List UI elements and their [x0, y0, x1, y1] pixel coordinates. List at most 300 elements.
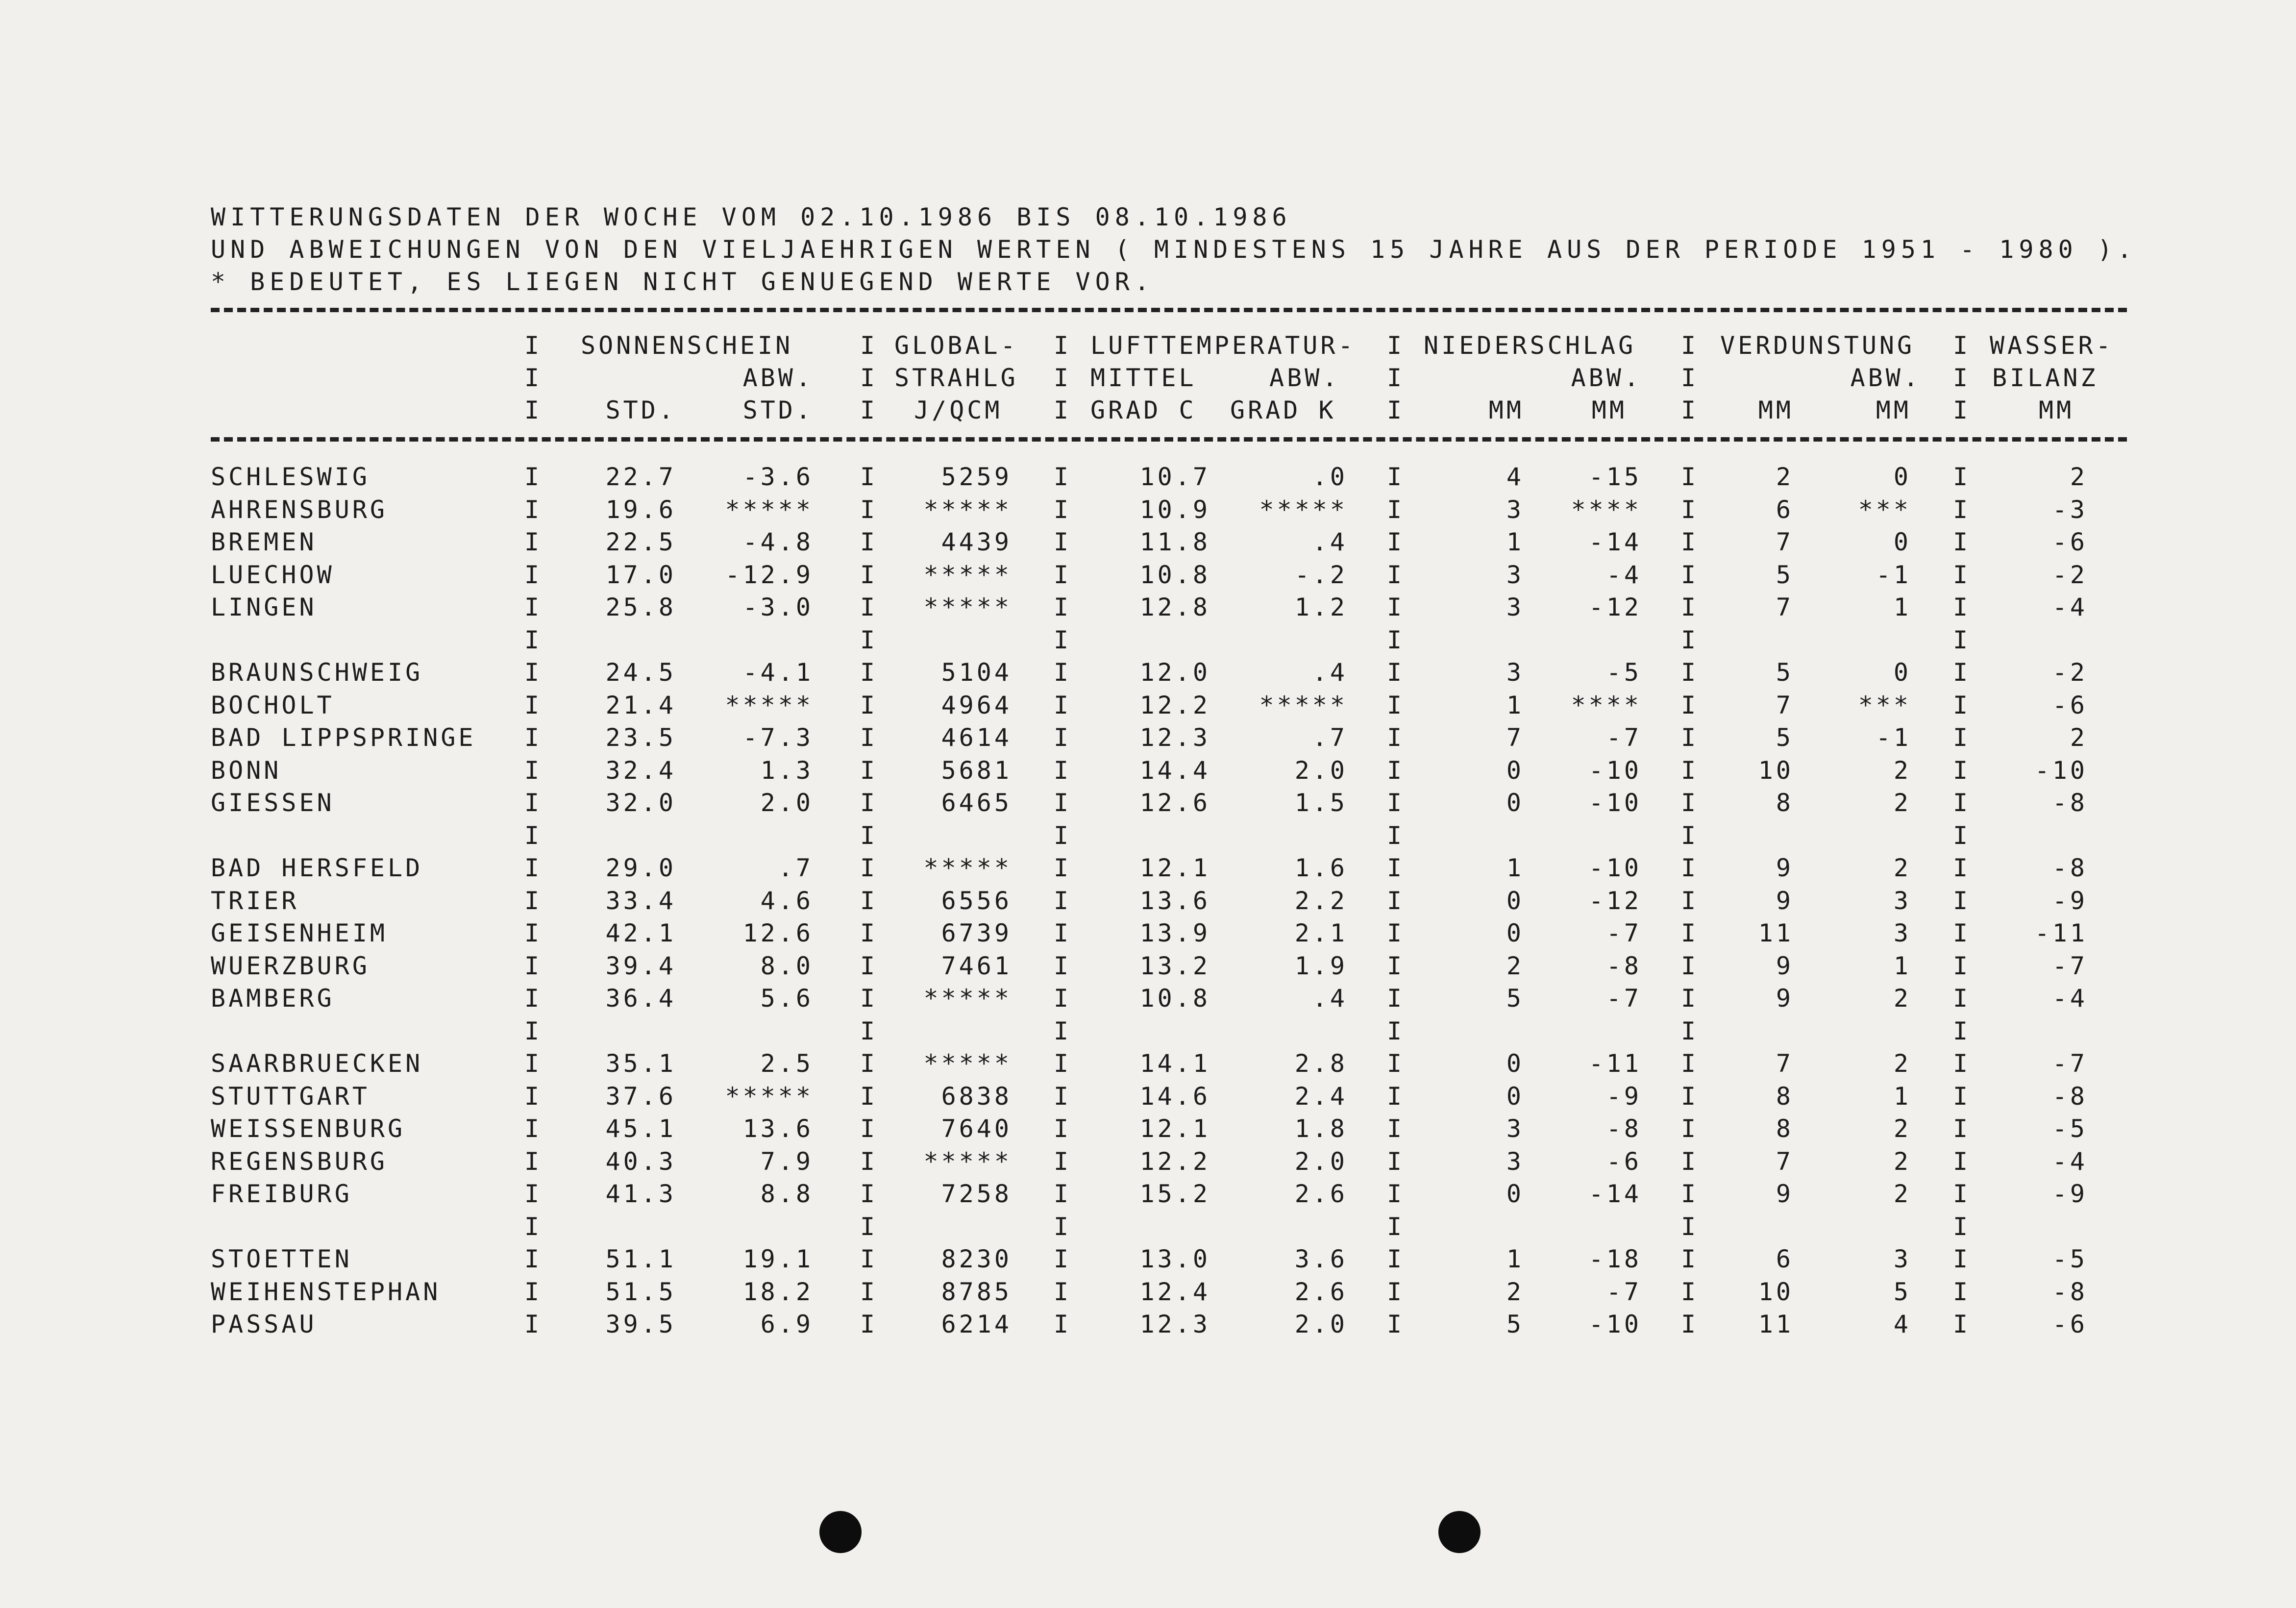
cell-verd: 8	[1776, 1114, 1794, 1143]
cell-nied-abw: -11	[1588, 1049, 1642, 1078]
cell-sun-abw: -4.1	[742, 658, 814, 687]
cell-global: 6214	[941, 1310, 1012, 1338]
cell-temp: 10.7	[1139, 463, 1210, 491]
cell-verd-abw: 2	[1893, 1147, 1911, 1176]
cell-temp: 13.9	[1139, 919, 1210, 947]
station-name: FREIBURG	[211, 1180, 352, 1208]
cell-sun-abw: 5.6	[760, 984, 814, 1013]
column-separator: I	[524, 626, 540, 654]
station-name: LINGEN	[211, 593, 317, 621]
cell-verd: 7	[1776, 1049, 1794, 1078]
cell-nied-abw: -8	[1606, 1114, 1642, 1143]
column-separator: I	[1054, 1310, 1069, 1338]
cell-sun-std: 24.5	[605, 658, 676, 687]
cell-temp: 10.8	[1139, 984, 1210, 1013]
column-separator: I	[860, 723, 875, 752]
cell-verd: 11	[1758, 919, 1794, 947]
cell-global: 4964	[941, 691, 1012, 719]
cell-nied: 4	[1506, 463, 1524, 491]
column-separator: I	[860, 528, 875, 556]
column-separator: I	[1681, 331, 1696, 360]
cell-bilanz: -8	[2052, 854, 2088, 882]
cell-temp: 13.0	[1139, 1245, 1210, 1273]
column-separator: I	[1054, 463, 1069, 491]
column-separator: I	[1681, 887, 1696, 915]
column-separator: I	[524, 952, 540, 980]
cell-sun-abw: 1.3	[760, 756, 814, 785]
cell-sun-std: 51.5	[605, 1278, 676, 1306]
column-separator: I	[1387, 691, 1402, 719]
cell-nied: 0	[1506, 919, 1524, 947]
cell-sun-std: 17.0	[605, 561, 676, 589]
cell-global: 6556	[941, 887, 1012, 915]
column-separator: I	[1054, 1049, 1069, 1078]
cell-verd-abw: ***	[1858, 495, 1911, 524]
cell-verd: 6	[1776, 495, 1794, 524]
cell-verd-abw: 3	[1893, 887, 1911, 915]
cell-global: 5104	[941, 658, 1012, 687]
column-separator: I	[524, 463, 540, 491]
cell-verd: 9	[1776, 854, 1794, 882]
column-separator: I	[1681, 984, 1696, 1013]
header-rule-top	[211, 308, 2127, 312]
cell-nied: 2	[1506, 1278, 1524, 1306]
column-separator: I	[1387, 364, 1402, 392]
cell-global: 4614	[941, 723, 1012, 752]
cell-nied: 5	[1506, 1310, 1524, 1338]
cell-bilanz: -8	[2052, 1082, 2088, 1111]
column-separator: I	[1681, 1278, 1696, 1306]
column-separator: I	[1054, 756, 1069, 785]
cell-bilanz: -6	[2052, 1310, 2088, 1338]
column-separator: I	[1387, 528, 1402, 556]
column-separator: I	[1387, 561, 1402, 589]
column-separator: I	[1054, 1278, 1069, 1306]
cell-temp: 12.6	[1139, 789, 1210, 817]
cell-temp: 12.2	[1139, 691, 1210, 719]
column-separator: I	[1054, 626, 1069, 654]
cell-verd: 7	[1776, 691, 1794, 719]
cell-verd: 5	[1776, 723, 1794, 752]
cell-nied-abw: -10	[1588, 789, 1642, 817]
column-separator: I	[524, 1114, 540, 1143]
header-verdunst-abw: ABW.	[1850, 364, 1921, 392]
column-separator: I	[524, 1049, 540, 1078]
cell-verd: 9	[1776, 1180, 1794, 1208]
column-separator: I	[524, 854, 540, 882]
column-separator: I	[1387, 1082, 1402, 1111]
cell-temp: 13.6	[1139, 887, 1210, 915]
header-nieder-mm: MM	[1488, 396, 1524, 424]
station-name: BOCHOLT	[211, 691, 335, 719]
column-separator: I	[860, 821, 875, 850]
cell-nied: 0	[1506, 1180, 1524, 1208]
cell-temp-abw: 1.9	[1294, 952, 1348, 980]
cell-nied: 1	[1506, 691, 1524, 719]
column-separator: I	[524, 723, 540, 752]
column-separator: I	[524, 495, 540, 524]
cell-temp-abw: 1.6	[1294, 854, 1348, 882]
cell-nied-abw: -10	[1588, 854, 1642, 882]
cell-sun-std: 23.5	[605, 723, 676, 752]
column-separator: I	[1953, 396, 1968, 424]
cell-sun-abw: -3.6	[742, 463, 814, 491]
cell-nied: 1	[1506, 528, 1524, 556]
column-separator: I	[860, 1278, 875, 1306]
cell-sun-abw: -3.0	[742, 593, 814, 621]
column-separator: I	[1681, 626, 1696, 654]
cell-temp-abw: 1.5	[1294, 789, 1348, 817]
header-sonnenschein-std: STD.	[605, 396, 676, 424]
column-separator: I	[1681, 593, 1696, 621]
column-separator: I	[860, 952, 875, 980]
column-separator: I	[1953, 691, 1968, 719]
station-name: BONN	[211, 756, 282, 785]
column-separator: I	[1681, 1017, 1696, 1045]
column-separator: I	[860, 1017, 875, 1045]
punch-hole-right	[1438, 1511, 1481, 1553]
header-verdunstung: VERDUNSTUNG	[1720, 331, 1915, 360]
cell-sun-abw: 13.6	[742, 1114, 814, 1143]
cell-bilanz: -11	[2034, 919, 2088, 947]
cell-bilanz: -8	[2052, 1278, 2088, 1306]
cell-temp: 14.4	[1139, 756, 1210, 785]
column-separator: I	[1681, 1245, 1696, 1273]
column-separator: I	[1681, 396, 1696, 424]
cell-bilanz: -4	[2052, 984, 2088, 1013]
station-name: LUECHOW	[211, 561, 335, 589]
column-separator: I	[1953, 463, 1968, 491]
column-separator: I	[1387, 1310, 1402, 1338]
column-separator: I	[1387, 789, 1402, 817]
cell-nied-abw: -8	[1606, 952, 1642, 980]
column-separator: I	[1681, 723, 1696, 752]
column-separator: I	[1681, 756, 1696, 785]
column-separator: I	[860, 1147, 875, 1176]
cell-sun-abw: *****	[725, 1082, 814, 1111]
column-separator: I	[860, 756, 875, 785]
column-separator: I	[1387, 887, 1402, 915]
column-separator: I	[1953, 331, 1968, 360]
cell-sun-abw: 19.1	[742, 1245, 814, 1273]
column-separator: I	[1681, 952, 1696, 980]
column-separator: I	[1387, 821, 1402, 850]
header-global-1: GLOBAL-	[894, 331, 1018, 360]
cell-nied-abw: -7	[1606, 919, 1642, 947]
cell-verd-abw: 2	[1893, 984, 1911, 1013]
cell-global: *****	[923, 561, 1012, 589]
cell-sun-std: 19.6	[605, 495, 676, 524]
cell-temp-abw: *****	[1259, 691, 1348, 719]
column-separator: I	[1681, 1180, 1696, 1208]
column-separator: I	[860, 396, 875, 424]
cell-verd: 10	[1758, 1278, 1794, 1306]
column-separator: I	[1681, 495, 1696, 524]
column-separator: I	[1054, 1082, 1069, 1111]
column-separator: I	[1387, 593, 1402, 621]
cell-bilanz: -3	[2052, 495, 2088, 524]
cell-verd-abw: 1	[1893, 1082, 1911, 1111]
cell-sun-abw: 8.0	[760, 952, 814, 980]
column-separator: I	[1681, 1147, 1696, 1176]
cell-sun-abw: 8.8	[760, 1180, 814, 1208]
column-separator: I	[860, 789, 875, 817]
header-luft-abw: ABW.	[1269, 364, 1340, 392]
cell-sun-std: 40.3	[605, 1147, 676, 1176]
header-wasser-3: MM	[2039, 396, 2074, 424]
column-separator: I	[860, 1049, 875, 1078]
cell-temp-abw: 2.4	[1294, 1082, 1348, 1111]
cell-bilanz: -4	[2052, 593, 2088, 621]
column-separator: I	[1953, 1082, 1968, 1111]
column-separator: I	[524, 1212, 540, 1241]
cell-temp: 14.6	[1139, 1082, 1210, 1111]
column-separator: I	[1054, 495, 1069, 524]
column-separator: I	[1054, 396, 1069, 424]
column-separator: I	[524, 593, 540, 621]
column-separator: I	[1681, 364, 1696, 392]
column-separator: I	[524, 396, 540, 424]
cell-verd-abw: 2	[1893, 789, 1911, 817]
cell-global: 6465	[941, 789, 1012, 817]
column-separator: I	[1953, 1278, 1968, 1306]
column-separator: I	[860, 1212, 875, 1241]
cell-nied-abw: -12	[1588, 887, 1642, 915]
cell-global: 5259	[941, 463, 1012, 491]
column-separator: I	[860, 854, 875, 882]
cell-bilanz: 2	[2070, 463, 2088, 491]
cell-temp-abw: .4	[1312, 984, 1348, 1013]
column-separator: I	[1054, 1245, 1069, 1273]
column-separator: I	[860, 1082, 875, 1111]
column-separator: I	[524, 331, 540, 360]
column-separator: I	[524, 561, 540, 589]
column-separator: I	[1387, 1212, 1402, 1241]
cell-verd: 10	[1758, 756, 1794, 785]
column-separator: I	[1387, 1114, 1402, 1143]
cell-nied-abw: -10	[1588, 1310, 1642, 1338]
column-separator: I	[1054, 691, 1069, 719]
column-separator: I	[1387, 626, 1402, 654]
cell-bilanz: -5	[2052, 1114, 2088, 1143]
cell-bilanz: -5	[2052, 1245, 2088, 1273]
station-name: PASSAU	[211, 1310, 317, 1338]
cell-bilanz: -6	[2052, 528, 2088, 556]
cell-sun-std: 22.7	[605, 463, 676, 491]
column-separator: I	[524, 821, 540, 850]
column-separator: I	[524, 1180, 540, 1208]
cell-sun-std: 51.1	[605, 1245, 676, 1273]
cell-sun-abw: 2.0	[760, 789, 814, 817]
cell-bilanz: -8	[2052, 789, 2088, 817]
cell-nied: 0	[1506, 1082, 1524, 1111]
header-luft-mittel-unit: GRAD C	[1090, 396, 1197, 424]
cell-temp-abw: *****	[1259, 495, 1348, 524]
cell-bilanz: -2	[2052, 658, 2088, 687]
cell-sun-abw: 6.9	[760, 1310, 814, 1338]
column-separator: I	[1387, 331, 1402, 360]
cell-verd-abw: 2	[1893, 854, 1911, 882]
column-separator: I	[1953, 984, 1968, 1013]
column-separator: I	[860, 495, 875, 524]
column-separator: I	[1681, 561, 1696, 589]
cell-verd-abw: 2	[1893, 1180, 1911, 1208]
cell-nied-abw: -4	[1606, 561, 1642, 589]
column-separator: I	[1953, 1147, 1968, 1176]
cell-verd-abw: ***	[1858, 691, 1911, 719]
column-separator: I	[524, 887, 540, 915]
header-global-3: J/QCM	[914, 396, 1003, 424]
cell-temp-abw: 3.6	[1294, 1245, 1348, 1273]
header-lufttemperatur: LUFTTEMPERATUR-	[1090, 331, 1356, 360]
cell-sun-abw: *****	[725, 495, 814, 524]
cell-verd-abw: 3	[1893, 1245, 1911, 1273]
cell-temp: 12.4	[1139, 1278, 1210, 1306]
column-separator: I	[1681, 1049, 1696, 1078]
column-separator: I	[1387, 919, 1402, 947]
column-separator: I	[1953, 789, 1968, 817]
cell-sun-std: 32.0	[605, 789, 676, 817]
column-separator: I	[1054, 364, 1069, 392]
column-separator: I	[1953, 364, 1968, 392]
column-separator: I	[1953, 593, 1968, 621]
column-separator: I	[1953, 887, 1968, 915]
cell-global: 8230	[941, 1245, 1012, 1273]
column-separator: I	[524, 1278, 540, 1306]
cell-nied: 0	[1506, 1049, 1524, 1078]
column-separator: I	[1953, 919, 1968, 947]
cell-nied-abw: -14	[1588, 1180, 1642, 1208]
column-separator: I	[1387, 658, 1402, 687]
cell-sun-abw: -4.8	[742, 528, 814, 556]
column-separator: I	[524, 984, 540, 1013]
title-line-3: * BEDEUTET, ES LIEGEN NICHT GENUEGEND WERTE VOR.	[211, 268, 1154, 296]
column-separator: I	[524, 528, 540, 556]
cell-sun-std: 22.5	[605, 528, 676, 556]
station-name: BAD HERSFELD	[211, 854, 423, 882]
column-separator: I	[860, 658, 875, 687]
punch-hole-left	[819, 1511, 862, 1553]
column-separator: I	[1387, 723, 1402, 752]
column-separator: I	[1681, 789, 1696, 817]
station-name: WEISSENBURG	[211, 1114, 406, 1143]
station-name: STOETTEN	[211, 1245, 352, 1273]
cell-verd: 7	[1776, 1147, 1794, 1176]
column-separator: I	[1953, 561, 1968, 589]
cell-nied: 3	[1506, 561, 1524, 589]
column-separator: I	[1953, 1310, 1968, 1338]
station-name: STUTTGART	[211, 1082, 370, 1111]
column-separator: I	[860, 887, 875, 915]
cell-temp-abw: 2.1	[1294, 919, 1348, 947]
column-separator: I	[1054, 1212, 1069, 1241]
cell-temp-abw: .7	[1312, 723, 1348, 752]
cell-temp-abw: 1.8	[1294, 1114, 1348, 1143]
cell-global: *****	[923, 593, 1012, 621]
cell-temp-abw: 2.6	[1294, 1278, 1348, 1306]
station-name: SCHLESWIG	[211, 463, 370, 491]
column-separator: I	[1387, 463, 1402, 491]
column-separator: I	[860, 691, 875, 719]
column-separator: I	[524, 1082, 540, 1111]
cell-global: *****	[923, 854, 1012, 882]
column-separator: I	[1953, 1114, 1968, 1143]
column-separator: I	[1681, 1212, 1696, 1241]
cell-sun-abw: 18.2	[742, 1278, 814, 1306]
cell-temp: 12.1	[1139, 854, 1210, 882]
cell-sun-std: 39.5	[605, 1310, 676, 1338]
station-name: GEISENHEIM	[211, 919, 388, 947]
cell-temp: 14.1	[1139, 1049, 1210, 1078]
cell-sun-abw: 4.6	[760, 887, 814, 915]
cell-temp: 12.0	[1139, 658, 1210, 687]
cell-nied-abw: -15	[1588, 463, 1642, 491]
column-separator: I	[1054, 1017, 1069, 1045]
column-separator: I	[1953, 626, 1968, 654]
column-separator: I	[860, 1180, 875, 1208]
column-separator: I	[860, 331, 875, 360]
station-name: GIESSEN	[211, 789, 335, 817]
cell-sun-std: 39.4	[605, 952, 676, 980]
column-separator: I	[860, 1310, 875, 1338]
cell-temp: 12.3	[1139, 1310, 1210, 1338]
cell-verd-abw: 2	[1893, 756, 1911, 785]
column-separator: I	[1953, 1212, 1968, 1241]
cell-verd-abw: 0	[1893, 463, 1911, 491]
cell-temp-abw: .4	[1312, 658, 1348, 687]
cell-verd-abw: -1	[1876, 723, 1911, 752]
cell-sun-std: 42.1	[605, 919, 676, 947]
cell-global: 5681	[941, 756, 1012, 785]
column-separator: I	[1054, 658, 1069, 687]
cell-temp: 12.1	[1139, 1114, 1210, 1143]
column-separator: I	[1054, 821, 1069, 850]
cell-nied-abw: -6	[1606, 1147, 1642, 1176]
header-wasser-2: BILANZ	[1992, 364, 2098, 392]
cell-bilanz: -6	[2052, 691, 2088, 719]
cell-global: *****	[923, 1147, 1012, 1176]
cell-verd: 5	[1776, 658, 1794, 687]
cell-bilanz: -9	[2052, 887, 2088, 915]
column-separator: I	[1953, 723, 1968, 752]
cell-verd-abw: 5	[1893, 1278, 1911, 1306]
header-sonnenschein: SONNENSCHEIN	[581, 331, 793, 360]
cell-verd: 8	[1776, 1082, 1794, 1111]
column-separator: I	[1387, 1049, 1402, 1078]
station-name: BREMEN	[211, 528, 317, 556]
cell-nied: 7	[1506, 723, 1524, 752]
column-separator: I	[1054, 561, 1069, 589]
column-separator: I	[1387, 952, 1402, 980]
cell-sun-std: 21.4	[605, 691, 676, 719]
column-separator: I	[1681, 691, 1696, 719]
column-separator: I	[860, 463, 875, 491]
cell-sun-abw: *****	[725, 691, 814, 719]
cell-nied: 1	[1506, 1245, 1524, 1273]
cell-sun-abw: 7.9	[760, 1147, 814, 1176]
cell-sun-abw: -7.3	[742, 723, 814, 752]
cell-verd-abw: 0	[1893, 658, 1911, 687]
column-separator: I	[1953, 756, 1968, 785]
cell-temp-abw: 2.2	[1294, 887, 1348, 915]
cell-temp: 13.2	[1139, 952, 1210, 980]
cell-nied: 0	[1506, 887, 1524, 915]
cell-nied: 0	[1506, 756, 1524, 785]
column-separator: I	[1054, 984, 1069, 1013]
column-separator: I	[1054, 1180, 1069, 1208]
station-name: SAARBRUECKEN	[211, 1049, 423, 1078]
cell-sun-std: 29.0	[605, 854, 676, 882]
